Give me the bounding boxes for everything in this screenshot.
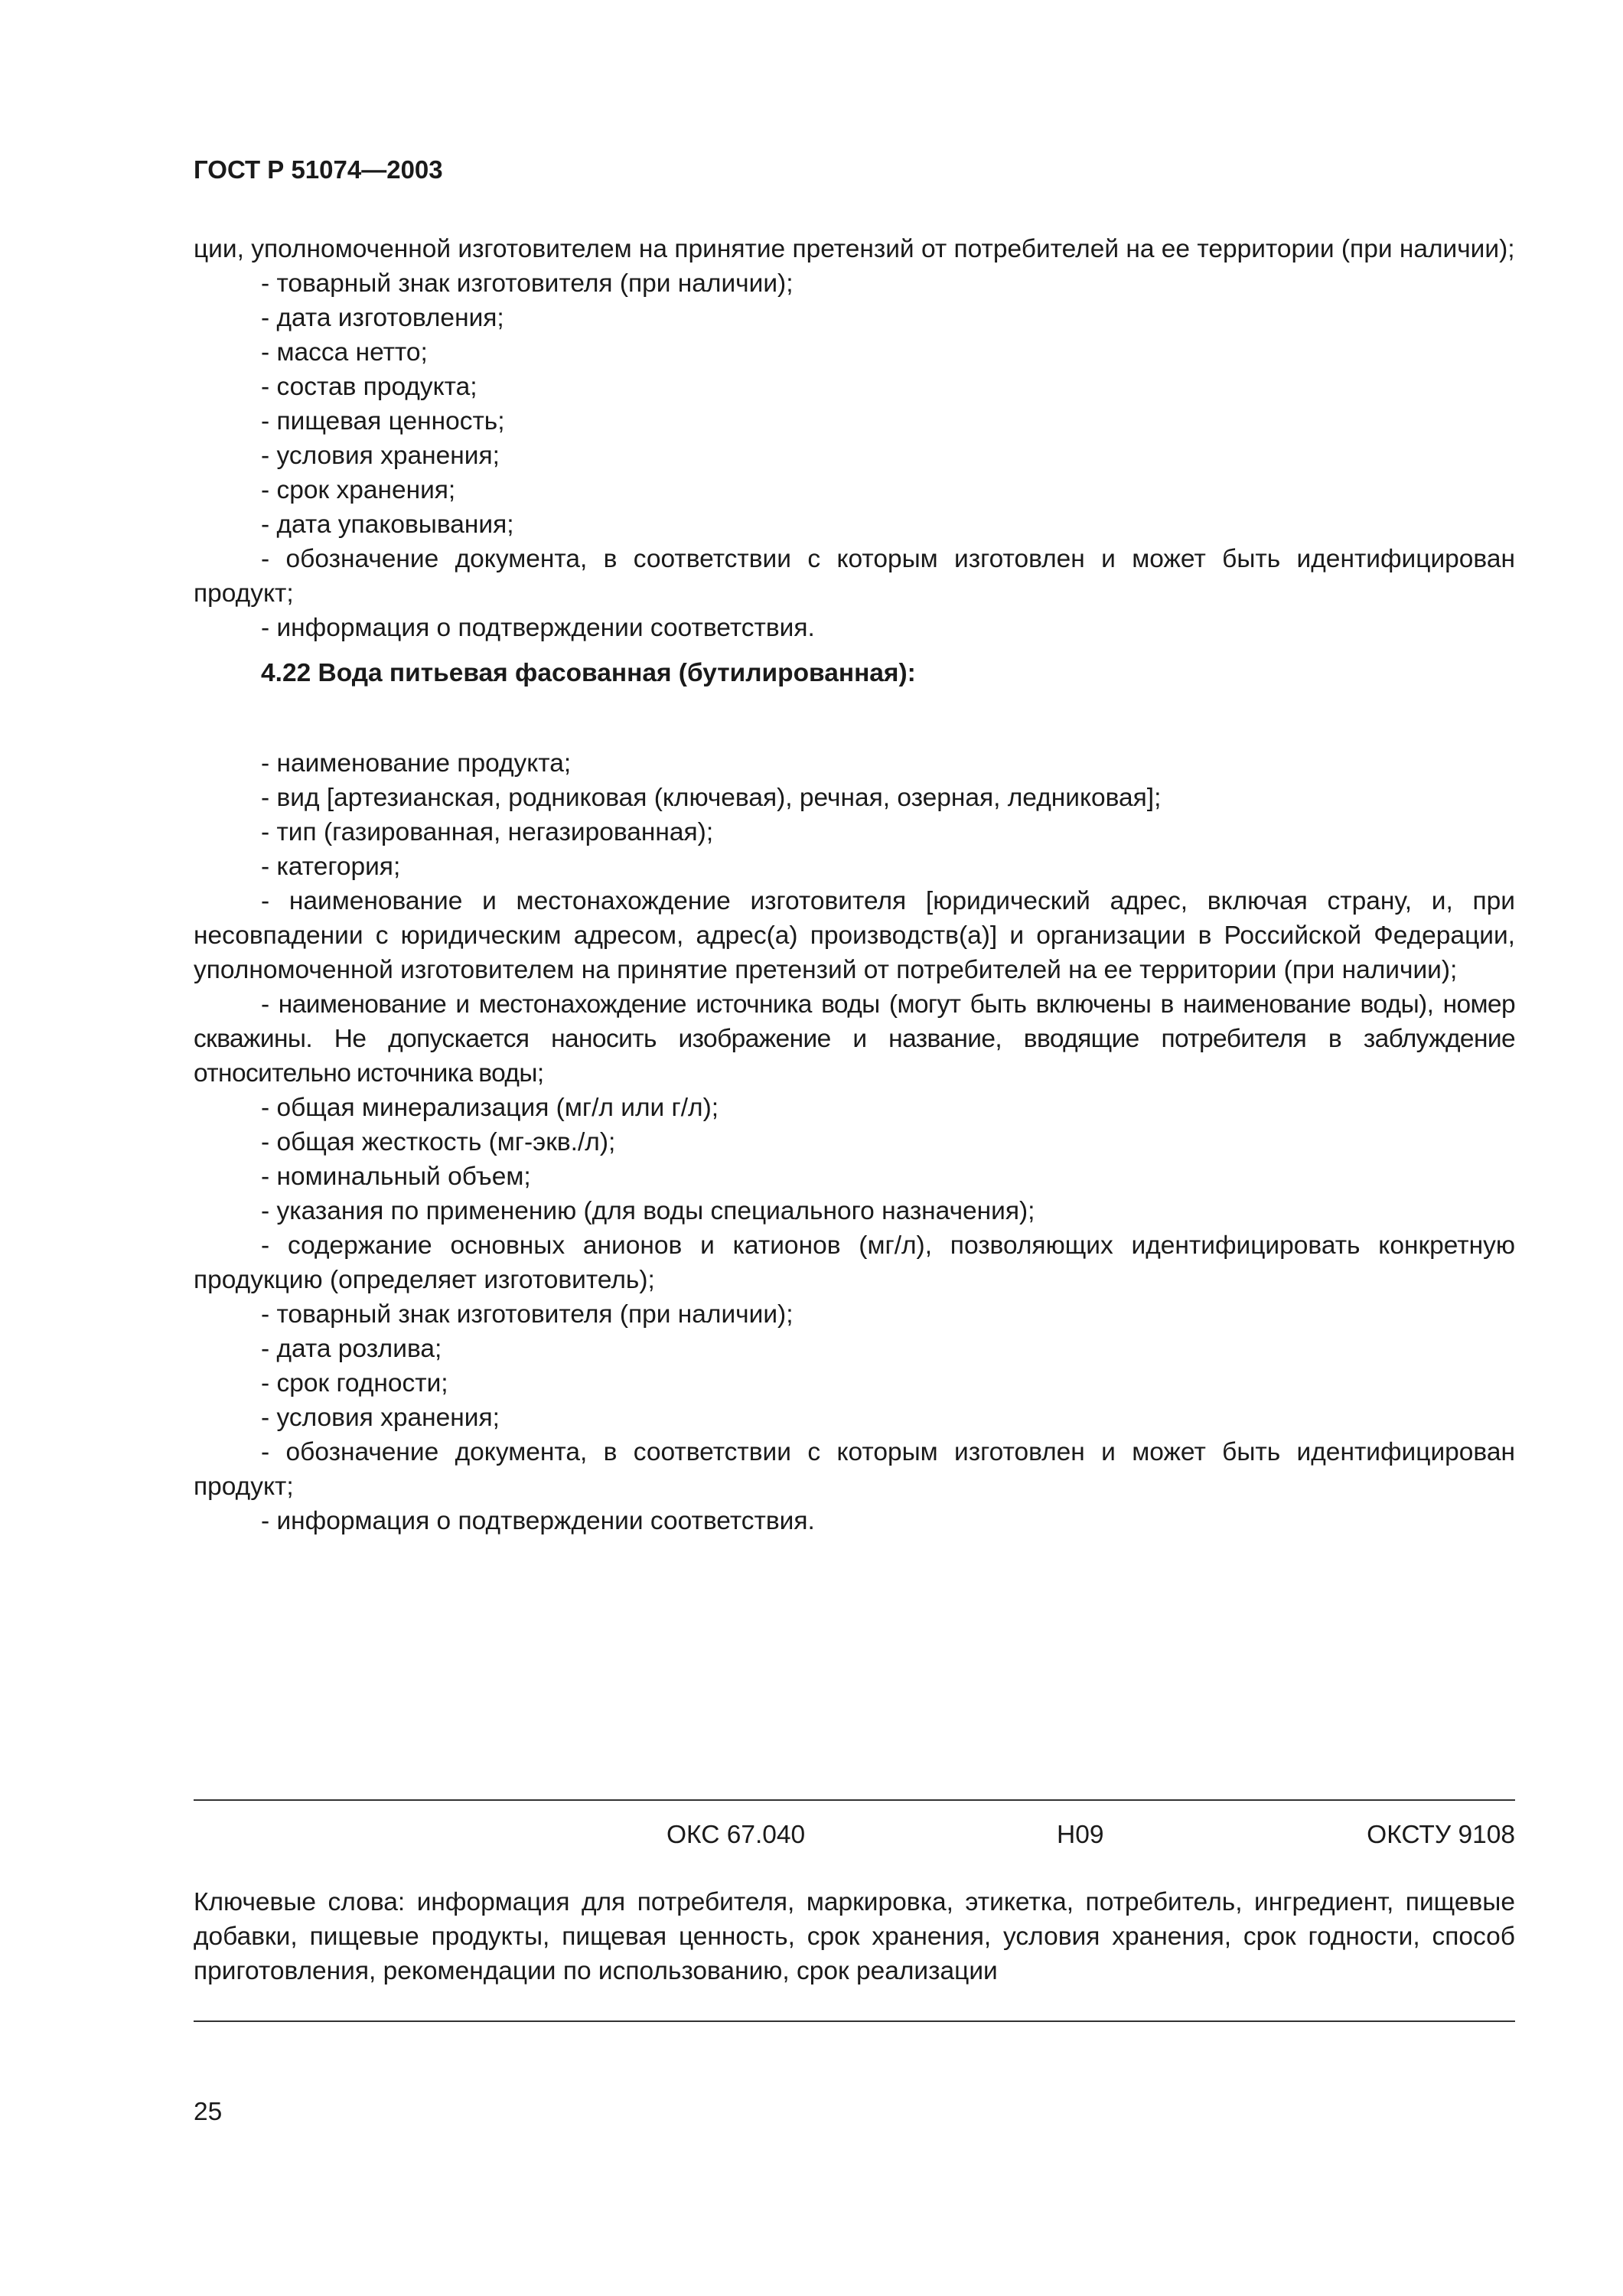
list-item: - наименование продукта; [261,749,572,778]
list-item: - масса нетто; [261,338,428,367]
list-item: - обозначение документа, в соответствии с которым изготовлен и может быть идентифицирован продукт; [194,545,1515,608]
list-item: - дата розлива; [261,1335,442,1363]
divider-top [194,1799,1515,1801]
list-item: - категория; [261,853,401,881]
list-item: - дата упаковывания; [261,510,514,539]
list-item: - товарный знак изготовителя (при наличии); [261,1300,794,1329]
list-item: - пищевая ценность; [261,407,505,435]
section-heading-4-22: 4.22 Вода питьевая фасованная (бутилированная): [261,659,916,687]
oks-code: ОКС 67.040 [666,1821,806,1849]
list-item: - срок хранения; [261,476,456,504]
list-item: - состав продукта; [261,373,477,401]
okstu-code: ОКСТУ 9108 [1367,1821,1515,1849]
continuation-paragraph: ции, уполномоченной изготовителем на принятие претензий от потребителей на ее территории (при наличии); [194,235,1515,263]
document-title: ГОСТ Р 51074—2003 [194,155,443,184]
list-item: - указания по применению (для воды специального назначения); [261,1197,1035,1225]
page-number: 25 [194,2098,223,2126]
list-item: - наименование и местонахождение источника воды (могут быть включены в наименование воды), номер скважины. Не допускается наносить изображение и название, вводящие потребителя в заблуждение относительно источника воды; [194,990,1515,1088]
list-item: - условия хранения; [261,442,500,470]
divider-bottom [194,2020,1515,2022]
keywords-paragraph: Ключевые слова: информация для потребителя, маркировка, этикетка, потребитель, ингредиент, пищевые добавки, пищевые продукты, пищевая ценность, срок хранения, условия хранения, срок годности, способ приготовления, рекомендации по использованию, срок реализации [194,1888,1515,1985]
list-item: - дата изготовления; [261,304,504,332]
classification-code: Н09 [1057,1821,1104,1849]
list-item: - наименование и местонахождение изготовителя [юридический адрес, включая страну, и, при несовпадении с юридическим адресом, адрес(а) производств(а)] и организации в Российской Федерации, уполномоченной изготовителем на принятие претензий от потребителей на ее территории (при наличии); [194,887,1515,984]
list-item: - общая минерализация (мг/л или г/л); [261,1094,719,1122]
list-item: - вид [артезианская, родниковая (ключевая), речная, озерная, ледниковая]; [261,784,1162,812]
list-item: - обозначение документа, в соответствии с которым изготовлен и может быть идентифицирован продукт; [194,1438,1515,1501]
continuation-block [194,232,1515,703]
list-item: - товарный знак изготовителя (при наличии); [261,269,794,298]
list-item: - информация о подтверждении соответствия. [261,614,815,642]
list-item: - номинальный объем; [261,1163,531,1191]
list-item: - срок годности; [261,1369,448,1397]
list-item: - тип (газированная, негазированная); [261,818,714,846]
section-4-22-list [194,746,1515,1538]
list-item: - общая жесткость (мг-экв./л); [261,1128,616,1156]
list-item: - содержание основных анионов и катионов (мг/л), позволяющих идентифицировать конкретную продукцию (определяет изготовитель); [194,1231,1515,1294]
list-item: - информация о подтверждении соответствия. [261,1507,815,1535]
list-item: - условия хранения; [261,1404,500,1432]
